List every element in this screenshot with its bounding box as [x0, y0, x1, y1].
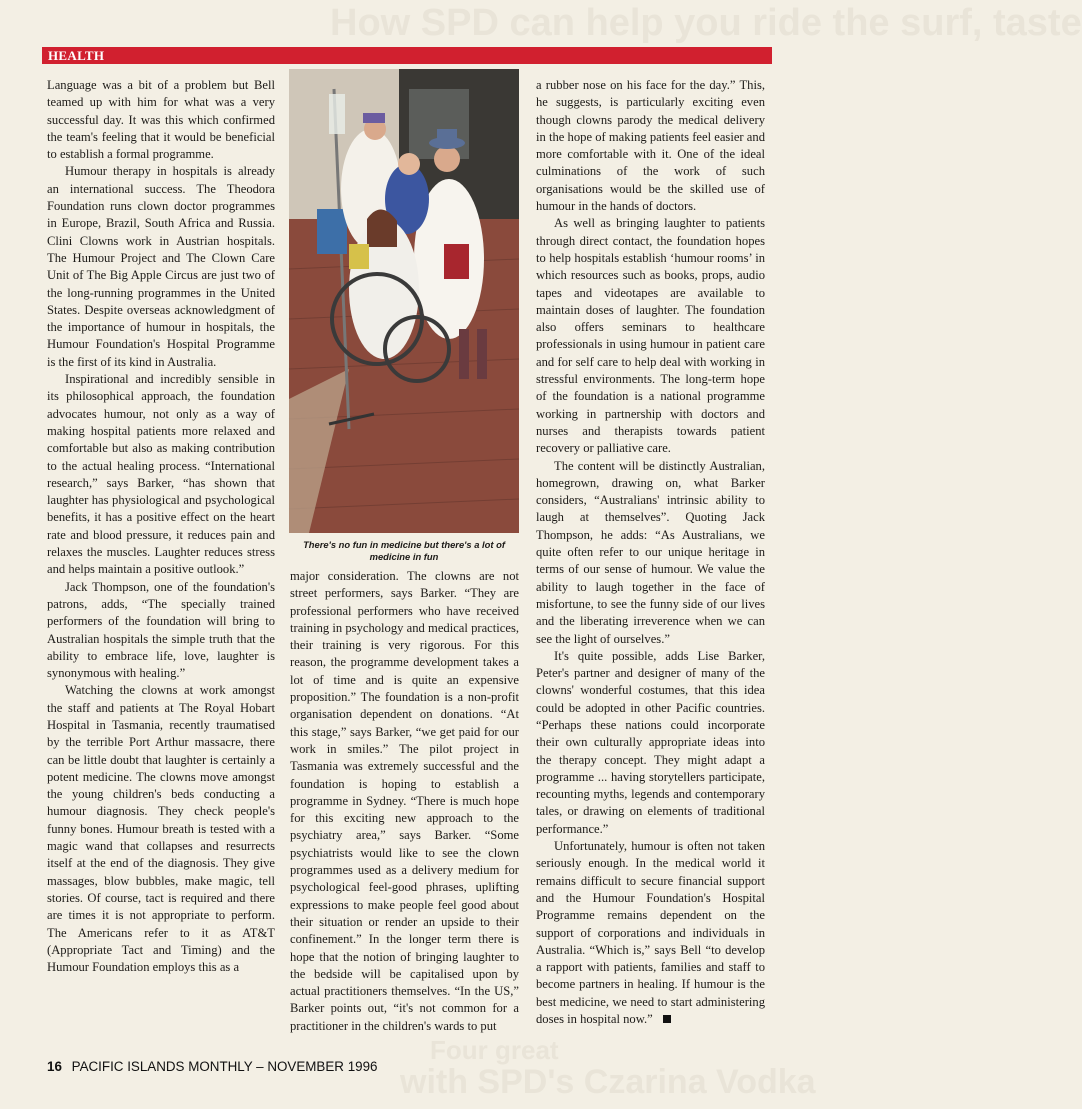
end-of-article-mark	[663, 1015, 671, 1023]
paragraph	[536, 838, 765, 1028]
section-label: HEALTH	[48, 48, 105, 63]
bleed-through-text-bottom-2: with SPD's Czarina Vodka	[400, 1063, 816, 1101]
paragraph: major consideration. The clowns are not street performers, says Barker. “They are professional performers who have received training in psychology and medical practices, their training is very rigorous. For this reason, the programme development takes a lot of time and is quite an expensive proposition.” The foundation is a non-profit organisation dependent on donations. “At this stage,” says Barker, “we get paid for our work in smiles.” The pilot project in Tasmania was extremely successful and the foundation is hoping to establish a programme in Sydney. “There is much hope for this exciting new approach to the psychiatry area,” says Barker. “Some psychiatrists would like to see the clown programmes used as a delivery medium for psychological feel-good phrases, uplifting expressions to make people feel good about their situation or render an upside to their confinement.” In the longer term there is hope that the notion of bringing laughter to the bedside will be capitalised upon by actual practitioners themselves. “In the US,” Barker points out, “it's not common for a practitioner in the children's wards to put	[290, 569, 519, 1033]
clowns-photo	[289, 69, 519, 533]
paragraph: The content will be distinctly Australian, homegrown, drawing on, what Barker considers, “Australians' intrinsic ability to laugh at themselves”. Quoting Jack Thompson, he adds: “As Australians, we quite often refer to our unique heritage in terms of our sense of humour. We value the ability to laugh together in the face of misfortune, to see the funny side of our lives and the liberating irreverence when we can see the light of ourselves.”	[536, 458, 765, 646]
article-column-1	[47, 77, 275, 976]
paragraph: Inspirational and incredibly sensible in its philosophical approach, the foundation advocates humour, not only as a way of making hospital patients more relaxed and comfortable but also as making contribution to the actual healing process. “International research,” says Barker, “has shown that laughter has physiological and psychological benefits, it has a positive effect on the heart rate and blood pressure, it reduces pain and relaxes the muscles. Laughter reduces stress and helps maintain a positive outlook.”	[47, 372, 275, 577]
paragraph: a rubber nose on his face for the day.” This, he suggests, is particularly exciting even though clowns parody the medical delivery in the hope of making patients feel easier and more comfortable with it. One of the ideal culminations of the work of such organisations would be the skilled use of humour in the hands of doctors.	[536, 78, 765, 214]
page-footer	[47, 1059, 377, 1074]
page-number: 16	[47, 1059, 62, 1074]
paragraph: Jack Thompson, one of the foundation's patrons, adds, “The specially trained performers of the foundation will bring to Australian hospitals the simple truth that the ability to embrace life, love, laughter is synonymous with healing.”	[47, 579, 275, 681]
article-column-3	[536, 77, 765, 1028]
paragraph: Watching the clowns at work amongst the staff and patients at The Royal Hobart Hospital in Tasmania, recently traumatised by the terrible Port Arthur massacre, there can be little doubt that laughter is certainly a potent medicine. The clowns move amongst the young children's beds conducting a humour diagnosis. They check people's funny bones. Humour breath is tested with a magic wand that collapses and resurrects itself at the end of the diagnosis. They give massages, blow bubbles, make magic, tell stories. Of course, tact is required and there are times it is not appropriate to perform. The Americans refer to it as AT&T (Appropriate Tact and Timing) and the Humour Foundation employs this as a	[47, 683, 275, 975]
paragraph: Humour therapy in hospitals is already an international success. The Theodora Foundation runs clown doctor programmes in Europe, Brazil, South Africa and Russia. Clini Clowns work in Austrian hospitals. The Humour Project and The Clown Care Unit of The Big Apple Circus are just two of the long-running programmes in the United States. Despite overseas acknowledgment of the importance of humour in hospitals, the Humour Foundation's Hospital Programme is the first of its kind in Australia.	[47, 164, 275, 369]
bleed-through-text-bottom-1: Four great	[430, 1035, 559, 1065]
photo-caption: There's no fun in medicine but there's a lot of medicine in fun	[303, 539, 505, 562]
paragraph-text: Unfortunately, humour is often not taken seriously enough. In the medical world it remains difficult to secure financial support and the Humour Foundation's Hospital Programme remains dependent on the support of corporations and individuals in Australia. “Which is,” says Bell “to develop a rapport with patients, families and staff to become partners in healing. If humour is the best medicine, we need to start administering doses in hospital now.”	[536, 839, 765, 1027]
section-header-bar	[42, 47, 772, 64]
article-column-2	[290, 568, 519, 1035]
publication-line: PACIFIC ISLANDS MONTHLY – NOVEMBER 1996	[71, 1059, 378, 1074]
paragraph: It's quite possible, adds Lise Barker, Peter's partner and designer of many of the clowns' wonderful costumes, that this idea could be adopted in other Pacific countries. “Perhaps these nations could incorporate their own culturally appropriate ideas into the therapy concept. They might adapt a programme ... having storytellers participate, recounting myths, legends and contemporary tales, or drawing on elements of traditional performance.”	[536, 648, 765, 836]
paragraph: As well as bringing laughter to patients through direct contact, the foundation hopes to help hospitals establish ‘humour rooms’ in which resources such as books, props, audio tapes and videotapes are available to maintain doses of laughter. The foundation also offers seminars to healthcare professionals in using humour in patient care and for self care to help deal with working in stressful environments. The long-term hope of the foundation is a national programme working in partnership with doctors and nurses and therapists towards patient recovery or palliative care.	[536, 216, 765, 456]
bleed-through-text-top: How SPD can help you ride the surf, taste	[330, 2, 1082, 44]
paragraph: Language was a bit of a problem but Bell teamed up with him for what was a very successful day. It was this which confirmed the team's feeling that it would be beneficial to establish a formal programme.	[47, 78, 275, 162]
